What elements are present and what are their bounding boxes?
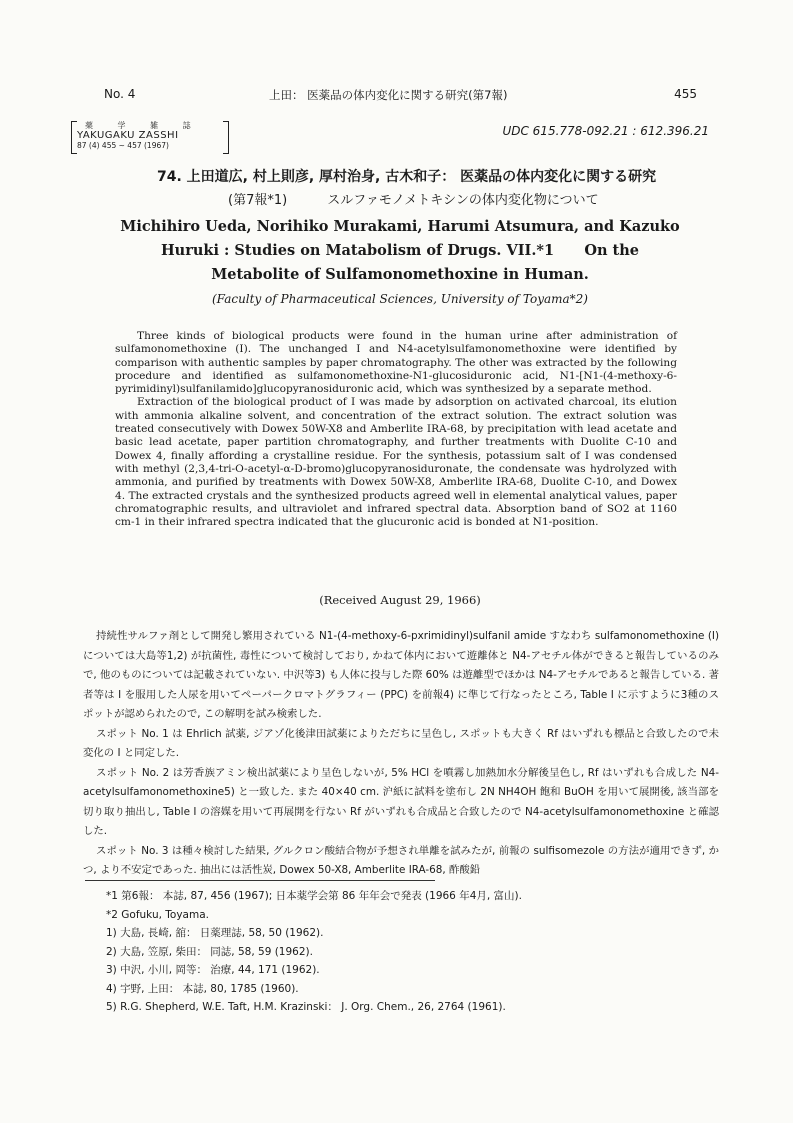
footnote-item: 5) R.G. Shepherd, W.E. Taft, H.M. Krazinski： J. Org. Chem., 26, 2764 (1961). (106, 1001, 506, 1013)
footnote-item: *2 Gofuku, Toyama. (106, 908, 209, 921)
footnote-item: 1) 大島, 長崎, 舘： 日薬理誌, 58, 50 (1962). (106, 927, 324, 939)
abstract-paragraph: Three kinds of biological products were found in the human urine after administration of sulfamonomethoxine (I). The unchanged I and N4-acetylsulfamonomethoxine were identified by comparison with authentic samples by paper chromatography. The other was extracted by the following procedure and identified as sulfamonomethoxine-N1-glucosiduronic acid, N1-[N1-(4-methoxy-6-pyrimidinyl)sulfanilamido]glucopyranosiduronic acid, which was synthesized by a separate method. (115, 330, 677, 396)
footnote-item: 3) 中沢, 小川, 岡等： 治療, 44, 171 (1962). (106, 964, 320, 976)
footnote-item: *1 第6報： 本誌, 87, 456 (1967); 日本薬学会第 86 年年会で発表 (1966 年4月, 富山). (106, 890, 522, 902)
journal-badge (77, 121, 227, 151)
abstract (115, 330, 677, 529)
body-paragraph: 持続性サルファ剤として開発し繁用されている N1-(4-methoxy-6-pxrimidinyl)sulfanil amide すなわち sulfamonomethoxine (I) については大島等1,2) が抗菌性, 毒性について検討しており, かねて体内において遊離体と N4-アセチル体ができると報告しているのみで, 他のものについては記載されていない. 中沢等3) も人体に投与した際 60% は遊離型でほかは N4-アセチルであると報告している. 著者等は I を服用した人尿を用いてペーパークロマトグラフィー (PPC) を前報4) に準じて行なったところ, Table I に示すように3種のスポットが認められたので, この解明を試み検索した. (83, 630, 719, 720)
badge-journal-en: YAKUGAKU ZASSHI (77, 130, 179, 141)
affiliation: (Faculty of Pharmaceutical Sciences, University of Toyama*2) (212, 292, 588, 306)
title-en-line: Metabolite of Sulfamonomethoxine in Human. (211, 266, 589, 283)
footnote-item: 4) 宇野, 上田： 本誌, 80, 1785 (1960). (106, 982, 299, 995)
running-header (104, 87, 697, 107)
abstract-paragraph: Extraction of the biological product of I was made by adsorption on activated charcoal, its elution with ammonia alkaline solvent, and concentration of the extract solution. The extract solution was treated consecutively with Dowex 50W-X8 and Amberlite IRA-68, by precipitation with lead acetate and basic lead acetate, paper partition chromatography, and further treatments with Duolite C-10 and Dowex 4, finally affording a crystalline residue. For the synthesis, potassium salt of I was condensed with methyl (2,3,4-tri-O-acetyl-α-D-bromo)glucopyranosiduronate, the condensate was hydrolyzed with ammonia, and purified by treatments with Dowex 50W-X8, Amberlite IRA-68, Duolite C-10, and Dowex 4. The extracted crystals and the synthesized products agreed well in elemental analytical values, paper chromatographic results, and ultraviolet and infrared spectral data. Absorption band of SO2 at 1160 cm-1 in their infrared spectra indicated that the glucuronic acid is bonded at N1-position. (115, 396, 677, 529)
badge-bracket-left (71, 121, 77, 154)
subtitle-ja-part: (第7報*1) (228, 193, 288, 208)
badge-bracket-right (223, 121, 229, 154)
footnote-divider (85, 880, 435, 881)
title-en-line: Huruki : Studies on Matabolism of Drugs. VII.*1 On the (160, 242, 640, 259)
subtitle-ja-text: スルファモノメトキシンの体内変化物について (327, 193, 599, 208)
body-paragraph: スポット No. 2 は芳香族アミン検出試薬により呈色しないが, 5% HCl を噴霧し加熱加水分解後呈色し, Rf はいずれも合成した N4-acetylsulfamonomethoxine5) と一致した. また 40×40 cm. 沪紙に試料を塗布し 2N NH4OH 飽和 BuOH を用いて展開後, 該当部を切り取り抽出し, Table I の溶媒を用いて再展開を行ない Rf がいずれも合成品と合致したので N4-acetylsulfamonomethoxine と確認した. (83, 766, 719, 837)
udc-code: UDC 615.778-092.21 : 612.396.21 (502, 124, 709, 138)
body-text (83, 627, 719, 881)
badge-volume: 87 (4) 455 ~ 457 (1967) (77, 141, 169, 150)
page-number: 455 (674, 87, 697, 101)
running-title: 上田： 医薬品の体内変化に関する研究(第7報) (269, 88, 508, 102)
badge-journal-ja: 薬 学 雑 誌 (85, 121, 202, 130)
title-en (100, 215, 700, 287)
title-en-line: Michihiro Ueda, Norihiko Murakami, Harumi Atsumura, and Kazuko (120, 218, 680, 235)
received-date: (Received August 29, 1966) (319, 593, 481, 607)
body-paragraph: スポット No. 1 は Ehrlich 試薬, ジアゾ化後津田試薬によりただちに呈色し, スポットも大きく Rf はいずれも標品と合致したので未変化の I と同定した. (83, 727, 719, 759)
body-paragraph: スポット No. 3 は種々検討した結果, グルクロン酸結合物が予想され単離を試みたが, 前報の sulfisomezole の方法が適用できず, かつ, より不安定であった. 抽出には活性炭, Dowex 50-X8, Amberlite IRA-68, 酢酸鉛 (83, 844, 719, 876)
title-ja: 74. 上田道広, 村上則彦, 厚村治身, 古木和子： 医薬品の体内変化に関する研究 (157, 169, 657, 185)
subtitle-ja (228, 189, 599, 208)
issue-number: No. 4 (104, 87, 136, 101)
footnote-item: 2) 大島, 笠原, 柴田： 同誌, 58, 59 (1962). (106, 945, 313, 958)
footnotes (106, 887, 706, 1017)
